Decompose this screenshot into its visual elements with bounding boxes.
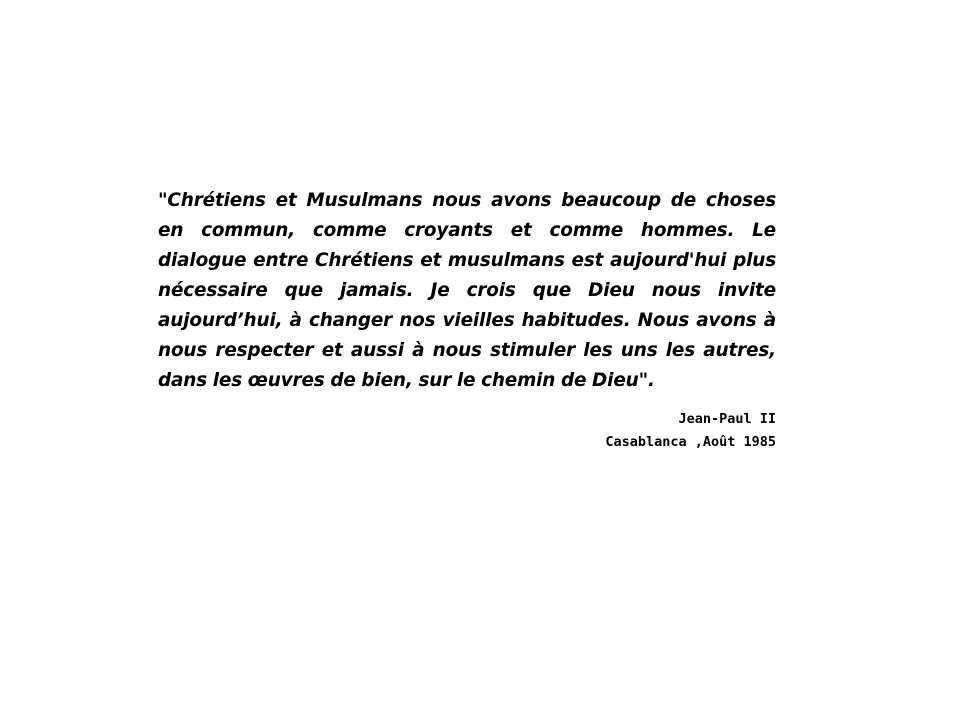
author-name: Jean-Paul II <box>678 411 776 427</box>
quote-text: "Chrétiens et Musulmans nous avons beaucoup de choses en commun, comme croyants et comme hommes. Le dialogue entre Chrétiens et musulmans est aujourd'hui plus nécessaire que jamais. Je crois que Dieu nous invite aujourd’hui, à changer nos vieilles habitudes. Nous avons à nous respecter et aussi à nous stimuler les uns les autres, dans les œuvres de bien, sur le chemin de Dieu". <box>158 190 776 391</box>
quote-block <box>158 186 776 454</box>
place-date: Casablanca ,Août 1985 <box>605 434 776 450</box>
attribution <box>158 408 776 454</box>
